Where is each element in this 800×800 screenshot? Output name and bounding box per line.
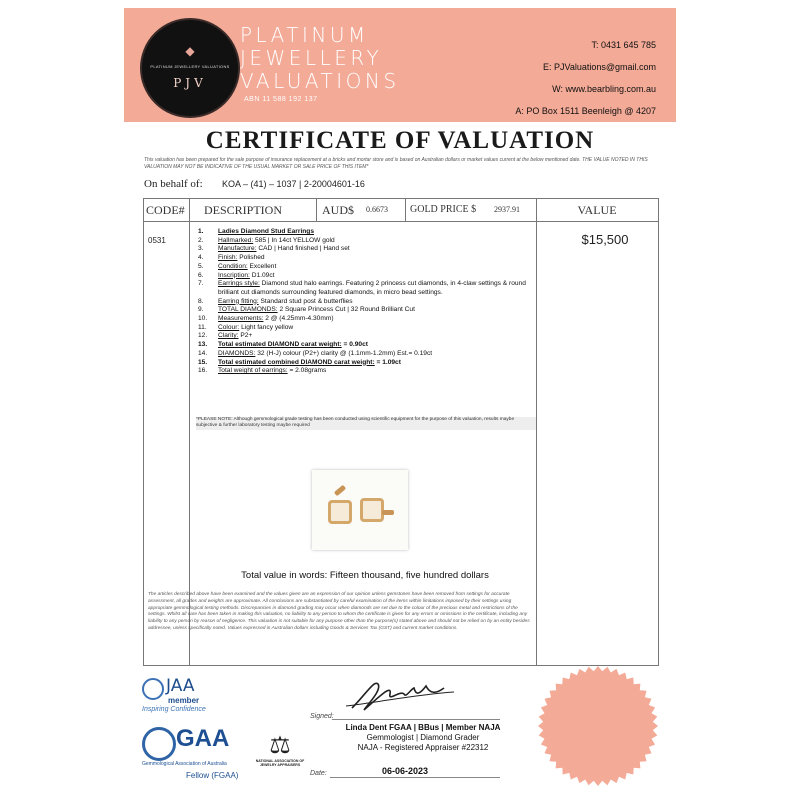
signatory-name: Linda Dent FGAA | BBus | Member NAJA	[345, 723, 501, 732]
gaa-emblem-icon	[142, 727, 176, 761]
brand-line-2: JEWELLERY	[240, 46, 383, 70]
brand-name	[240, 24, 450, 93]
earring-left	[328, 500, 352, 524]
item-value: 32 (H-J) colour (P2+) clarity @ (1.1mm-1.2mm) Est.= 0.19ct	[255, 349, 433, 357]
list-item	[198, 341, 534, 350]
letterhead-banner	[124, 8, 676, 122]
item-code: 0531	[148, 236, 166, 245]
list-item	[198, 306, 534, 315]
behalf-label: On behalf of:	[144, 178, 203, 190]
jaa-text: JAA	[166, 676, 195, 696]
item-text	[218, 324, 293, 333]
column-divider	[536, 199, 537, 665]
item-number: 15.	[198, 358, 208, 366]
list-item	[198, 280, 534, 297]
list-item	[198, 315, 534, 324]
testing-note: *PLEASE NOTE: Although gemmological grade testing has been conducted using scientific equipment for the purpose of this valuation, results maybe subjective & further laboratory testing maybe required	[196, 417, 536, 430]
earring-post	[334, 485, 346, 497]
list-item	[198, 332, 534, 341]
list-item	[198, 367, 534, 376]
item-text	[218, 341, 368, 350]
header-gold-value: 2937.91	[494, 205, 520, 214]
date-line	[330, 777, 500, 778]
item-number: 4.	[198, 254, 204, 262]
item-label: Measurements:	[218, 315, 264, 323]
item-number: 12.	[198, 332, 208, 340]
item-label: Hallmarked:	[218, 236, 254, 244]
item-value: Excellent	[247, 262, 277, 270]
item-text	[218, 245, 350, 254]
terms-text: The articles described above have been examined and the values given are an expression of our opinion unless gemstones have been removed from settings for accurate assessment, all grades and weights are approximate. All conclusions are substantiated by careful examination of the items within limitations imposed by their settings using appropriate gemmological testing methods. Discrepancies in diamond grading may occur when diamonds are set due to the colour of the precious metal and restrictions of the settings. Whilst all care has been taken in making this valuation, no liability to any person to whom the certificate is given for any errors or omissions in the certificate, including any liability to any person by reason of negligence. This valuation is not suitable for any purpose other than the purpose(s) stated above and should not be relied on by an entity besides addressee, unless specifically noted. Values expressed in Australian dollars including Goods & Services Tax (GST) and current market conditions.	[148, 592, 530, 631]
address: A: PO Box 1511 Beenleigh @ 4207	[515, 106, 656, 116]
item-value: = 1.09ct	[374, 358, 401, 366]
date-label: Date:	[310, 770, 327, 777]
list-item	[198, 263, 534, 272]
gaa-text: GAA	[176, 725, 230, 752]
jaa-emblem-icon	[142, 678, 164, 700]
item-label: Total estimated combined DIAMOND carat weight:	[218, 358, 375, 366]
gaa-subtitle: Gemmological Association of Australia	[142, 761, 227, 767]
item-text	[218, 280, 534, 297]
item-label: Ladies Diamond Stud Earrings	[218, 228, 314, 235]
behalf-reference: KOA – (41) – 1037 | 2-20004601-16	[222, 179, 365, 189]
list-item	[198, 228, 534, 237]
scales-icon: ⚖	[269, 732, 291, 759]
item-label: Manufacture:	[218, 245, 257, 253]
gaa-fellow: Fellow (FGAA)	[186, 771, 239, 780]
value-in-words: Total value in words: Fifteen thousand, five hundred dollars	[241, 570, 489, 581]
earring-post	[382, 510, 394, 515]
item-text	[218, 306, 415, 315]
item-number: 3.	[198, 245, 204, 253]
item-label: Colour:	[218, 323, 240, 331]
website: W: www.bearbling.com.au	[552, 84, 656, 94]
signatory-registration: NAJA - Registered Appraiser #22312	[357, 743, 489, 752]
item-value: Polished	[237, 254, 265, 262]
item-value: = 2.08grams	[287, 367, 327, 375]
item-text	[218, 228, 314, 237]
item-value: 585 | In 14ct YELLOW gold	[253, 236, 335, 244]
signed-label: Signed:	[310, 713, 334, 720]
item-label: Clarity:	[218, 332, 239, 340]
list-item	[198, 298, 534, 307]
item-text	[218, 272, 274, 281]
item-label: TOTAL DIAMONDS:	[218, 306, 278, 314]
contact-details	[515, 34, 656, 122]
list-item	[198, 324, 534, 333]
logo-label: PLATINUM JEWELLERY VALUATIONS	[150, 64, 230, 69]
signature-line	[332, 719, 500, 720]
item-number: 16.	[198, 367, 208, 375]
item-number: 8.	[198, 297, 204, 305]
item-value: = 0.90ct	[341, 341, 368, 349]
column-divider	[316, 199, 317, 221]
header-description: DESCRIPTION	[204, 203, 283, 217]
item-text	[218, 367, 326, 376]
header-gold-label: GOLD PRICE $	[410, 204, 477, 215]
item-number: 14.	[198, 349, 208, 357]
item-label: Total estimated DIAMOND carat weight:	[218, 341, 342, 349]
item-text	[218, 350, 432, 359]
item-value: Standard stud post & butterflies	[258, 297, 353, 305]
brand-line-1: PLATINUM	[240, 23, 369, 47]
item-label: DIAMONDS:	[218, 349, 256, 357]
jaa-member: member	[168, 696, 200, 705]
signature	[340, 664, 460, 720]
signatory-role: Gemmologist | Diamond Grader	[366, 733, 480, 742]
item-value: CAD | Hand finished | Hand set	[256, 245, 350, 253]
column-divider	[405, 199, 406, 221]
email: E: PJValuations@gmail.com	[542, 62, 656, 72]
naja-text: NATIONAL ASSOCIATION OF JEWELRY APPRAISERS	[255, 759, 305, 767]
brand-line-3: VALUATIONS	[240, 69, 400, 93]
item-number: 5.	[198, 262, 204, 270]
earring-right	[360, 498, 384, 522]
item-number: 9.	[198, 306, 204, 314]
list-item	[198, 254, 534, 263]
item-text	[218, 315, 334, 324]
item-label: Total weight of earrings:	[218, 367, 288, 375]
item-label: Finish:	[218, 254, 238, 262]
signatory-details	[298, 723, 548, 753]
certificate-title: CERTIFICATE OF VALUATION	[205, 127, 595, 154]
earrings-photo	[312, 470, 408, 550]
logo-initials: PJV	[173, 76, 207, 90]
item-label: Inscription:	[218, 271, 250, 279]
item-value: Diamond stud halo earrings. Featuring 2 princess cut diamonds, in 4-claw settings & round brilliant cut diamonds surrounding featured diamonds, in micro bead settings.	[218, 280, 526, 296]
list-item	[198, 272, 534, 281]
item-number: 6.	[198, 271, 204, 279]
seal-stamp-icon	[536, 664, 660, 788]
jaa-slogan: Inspiring Confidence	[142, 706, 206, 713]
phone: T: 0431 645 785	[591, 40, 656, 50]
item-number: 7.	[198, 280, 204, 288]
item-text	[218, 332, 252, 341]
item-value: Light fancy yellow	[239, 323, 294, 331]
date-value: 06-06-2023	[382, 766, 429, 776]
header-aud-label: AUD$	[322, 203, 354, 217]
item-text	[218, 298, 353, 307]
item-value: D1.09ct	[249, 271, 275, 279]
list-item	[198, 237, 534, 246]
header-code: CODE#	[146, 203, 185, 217]
item-label: Earrings style:	[218, 280, 260, 288]
item-number: 13.	[198, 341, 208, 349]
item-text	[218, 254, 265, 263]
item-number: 11.	[198, 323, 207, 331]
list-item	[198, 359, 534, 368]
header-value: VALUE	[577, 203, 617, 217]
item-value: P2+	[238, 332, 253, 340]
header-aud-value: 0.6673	[366, 205, 388, 214]
abn-number: ABN 11 588 192 137	[244, 96, 318, 103]
item-text	[218, 263, 276, 272]
list-item	[198, 350, 534, 359]
item-description-list	[198, 228, 534, 376]
valuation-disclaimer: This valuation has been prepared for the sale purpose of insurance replacement at a bricks and mortar store and is based on Australian dollars or market values current at the below mentioned date. THE VALUE NOTED IN THIS VALUATION MAY NOT BE INDICATIVE OF THE USUAL MARKET OR SALE PRICE OF THIS ITEM*	[144, 157, 648, 170]
item-text	[218, 359, 401, 368]
item-value: 2 @ (4.25mm-4.30mm)	[263, 315, 334, 323]
item-label: Earring fitting:	[218, 297, 259, 305]
diamond-icon: ◆	[185, 44, 195, 58]
item-label: Condition:	[218, 262, 248, 270]
item-text	[218, 237, 335, 246]
item-value: $15,500	[581, 232, 629, 247]
pjv-logo	[140, 18, 240, 118]
item-value: 2 Square Princess Cut | 32 Round Brilliant Cut	[277, 306, 415, 314]
list-item	[198, 245, 534, 254]
item-number: 1.	[198, 228, 204, 235]
item-number: 10.	[198, 315, 208, 323]
item-number: 2.	[198, 236, 204, 244]
